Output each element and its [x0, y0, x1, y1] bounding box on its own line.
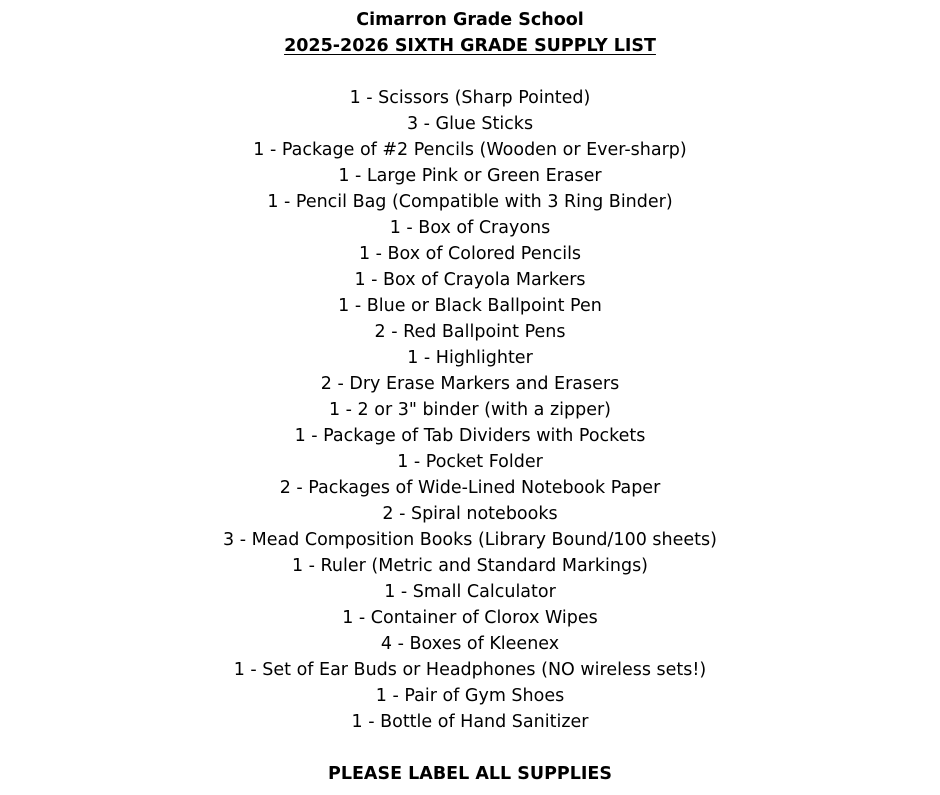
supply-item: 1 - Pocket Folder	[397, 452, 543, 472]
list-title: 2025-2026 SIXTH GRADE SUPPLY LIST	[284, 36, 656, 56]
supply-list-page	[0, 7, 940, 795]
supply-item: 1 - Set of Ear Buds or Headphones (NO wireless sets!)	[233, 660, 707, 680]
supply-item: 2 - Spiral notebooks	[382, 504, 558, 524]
supply-item: 1 - Package of Tab Dividers with Pockets	[294, 426, 646, 446]
supply-item: 1 - Large Pink or Green Eraser	[338, 166, 602, 186]
supply-item: 1 - Box of Crayola Markers	[354, 270, 586, 290]
supply-item: 1 - 2 or 3" binder (with a zipper)	[328, 400, 612, 420]
supply-item: 1 - Small Calculator	[384, 582, 556, 602]
supply-item: 3 - Mead Composition Books (Library Bound/100 sheets)	[223, 530, 717, 550]
supply-item: 1 - Pair of Gym Shoes	[375, 686, 565, 706]
supply-item: 2 - Red Ballpoint Pens	[374, 322, 566, 342]
school-name: Cimarron Grade School	[356, 10, 584, 30]
supply-item: 3 - Glue Sticks	[406, 114, 534, 134]
supply-item: 1 - Ruler (Metric and Standard Markings)	[291, 556, 649, 576]
supply-item: 1 - Bottle of Hand Sanitizer	[351, 712, 589, 732]
supply-item: 2 - Dry Erase Markers and Erasers	[320, 374, 620, 394]
supply-item: 1 - Box of Colored Pencils	[358, 244, 582, 264]
supply-list	[0, 85, 940, 735]
label-reminder: PLEASE LABEL ALL SUPPLIES	[328, 764, 612, 784]
supply-item: 1 - Blue or Black Ballpoint Pen	[338, 296, 602, 316]
supply-item: 1 - Package of #2 Pencils (Wooden or Ever-sharp)	[253, 140, 687, 160]
supply-item: 1 - Container of Clorox Wipes	[342, 608, 598, 628]
supply-item: 1 - Highlighter	[407, 348, 533, 368]
supply-item: 2 - Packages of Wide-Lined Notebook Paper	[279, 478, 661, 498]
supply-item: 1 - Box of Crayons	[389, 218, 551, 238]
spacer	[0, 59, 940, 85]
spacer	[0, 735, 940, 761]
supply-item: 4 - Boxes of Kleenex	[380, 634, 560, 654]
supply-item: 1 - Pencil Bag (Compatible with 3 Ring Binder)	[267, 192, 673, 212]
supply-item: 1 - Scissors (Sharp Pointed)	[349, 88, 591, 108]
